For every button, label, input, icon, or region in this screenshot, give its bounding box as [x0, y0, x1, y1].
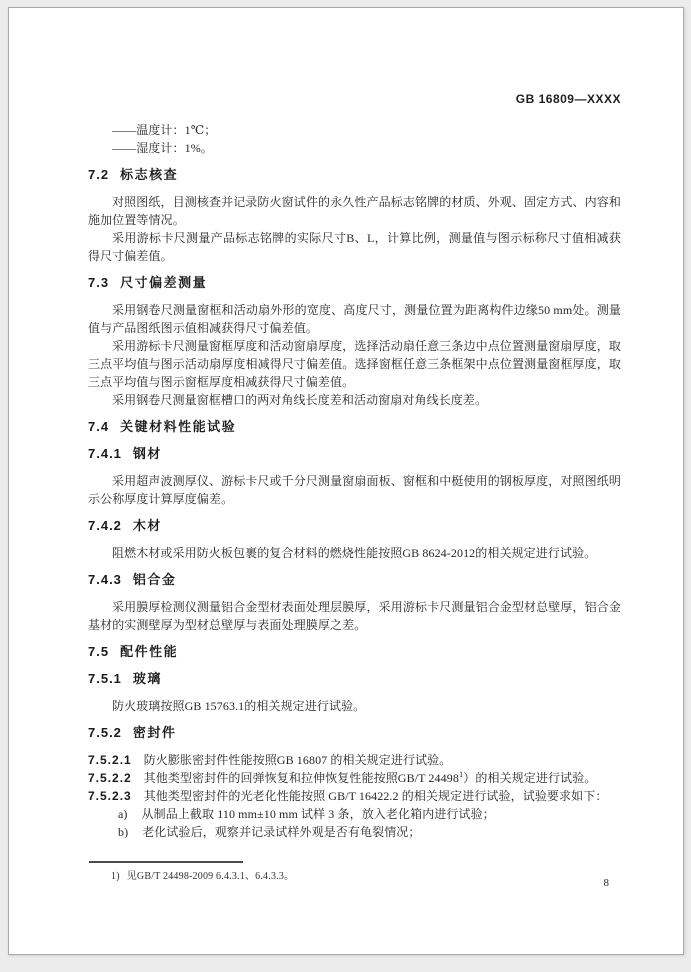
clause-7-5-2-2	[88, 769, 621, 787]
clause-number: 7.5.2.3	[88, 789, 132, 803]
section-title: 标志核查	[120, 167, 179, 182]
list-item-text: 老化试验后，观察并记录试样外观是否有龟裂情况；	[142, 825, 421, 839]
section-number: 7.5	[88, 644, 110, 659]
paragraph: 采用超声波测厚仪、游标卡尺或千分尺测量窗扇面板、窗框和中梃使用的钢板厚度，对照图纸明示公称厚度计算厚度偏差。	[88, 474, 621, 506]
clause-7-5-2-3	[88, 787, 621, 805]
paragraph: 采用游标卡尺测量产品标志铭牌的实际尺寸B、L，计算比例，测量值与图示标称尺寸值相减获得尺寸偏差值。	[88, 231, 621, 263]
section-number: 7.4	[88, 419, 110, 434]
paragraph: 防火玻璃按照GB 15763.1的相关规定进行试验。	[112, 699, 366, 713]
section-title: 关键材料性能试验	[120, 419, 237, 434]
subsection-title: 钢材	[132, 446, 162, 461]
section-heading-7-4	[88, 418, 621, 436]
subsection-heading-7-4-2	[88, 517, 621, 535]
clause-number: 7.5.2.1	[88, 753, 132, 767]
subsection-number: 7.4.1	[88, 446, 122, 461]
footnote-text	[111, 870, 621, 883]
subsection-heading-7-5-2	[88, 724, 621, 742]
page-content	[9, 8, 683, 841]
clause-text: 其他类型密封件的回弹恢复和拉伸恢复性能按照GB/T 24498	[143, 771, 459, 785]
paragraph: 采用钢卷尺测量窗框槽口的两对角线长度差和活动窗扇对角线长度差。	[112, 393, 488, 407]
subsection-number: 7.5.1	[88, 671, 122, 686]
subsection-title: 玻璃	[132, 671, 162, 686]
footnote-reference: 1	[458, 769, 464, 779]
subsection-title: 铝合金	[132, 572, 177, 587]
paragraph: 对照图纸，目测核查并记录防火窗试件的永久性产品标志铭牌的材质、外观、固定方式、内容和施加位置等情况。	[88, 195, 621, 227]
list-item-a	[88, 805, 621, 823]
footnote-number: 1)	[111, 871, 120, 882]
subsection-title: 木材	[132, 518, 162, 533]
subsection-heading-7-4-1	[88, 445, 621, 463]
section-heading-7-2	[88, 166, 621, 184]
paragraph: 采用膜厚检测仪测量铝合金型材表面处理层膜厚，采用游标卡尺测量铝合金型材总壁厚，铝合金基材的实测壁厚为型材总壁厚与表面处理膜厚之差。	[88, 600, 621, 632]
subsection-heading-7-5-1	[88, 670, 621, 688]
section-number: 7.3	[88, 275, 110, 290]
section-heading-7-5	[88, 643, 621, 661]
list-item-label: a)	[118, 807, 128, 821]
paragraph: 采用游标卡尺测量窗框厚度和活动窗扇厚度，选择活动扇任意三条边中点位置测量窗扇厚度，取三点平均值与图示活动扇厚度相减得尺寸偏差值。选择窗框任意三条框架中点位置测量窗框厚度，取三点平均值与图示窗框厚度相减获得尺寸偏差值。	[88, 339, 621, 389]
section-title: 尺寸偏差测量	[120, 275, 208, 290]
list-item-b	[88, 823, 621, 841]
footnote-body: 见GB/T 24498-2009 6.4.3.1、6.4.3.3。	[126, 871, 295, 882]
paragraph: 采用钢卷尺测量窗框和活动扇外形的宽度、高度尺寸，测量位置为距离构件边缘50 mm处。测量值与产品图纸图示值相减获得尺寸偏差值。	[88, 303, 621, 335]
page-number: 8	[603, 877, 609, 889]
dash-item-hygrometer: ——湿度计：1%。	[112, 141, 213, 155]
footnote-divider	[89, 861, 243, 863]
section-number: 7.2	[88, 167, 110, 182]
clause-number: 7.5.2.2	[88, 771, 132, 785]
section-heading-7-3	[88, 274, 621, 292]
clause-text-after: ）的相关规定进行试验。	[463, 771, 597, 785]
subsection-heading-7-4-3	[88, 571, 621, 589]
running-header: GB 16809—XXXX	[515, 92, 621, 106]
list-item-label: b)	[118, 825, 129, 839]
footnote-area	[89, 861, 621, 883]
section-title: 配件性能	[120, 644, 179, 659]
subsection-number: 7.5.2	[88, 725, 122, 740]
clause-7-5-2-1	[88, 751, 621, 769]
clause-text: 防火膨胀密封件性能按照GB 16807 的相关规定进行试验。	[143, 753, 452, 767]
document-page	[8, 7, 684, 955]
subsection-title: 密封件	[132, 725, 177, 740]
subsection-number: 7.4.2	[88, 518, 122, 533]
paragraph: 阻燃木材或采用防火板包裹的复合材料的燃烧性能按照GB 8624-2012的相关规定进行试验。	[112, 546, 597, 560]
clause-text: 其他类型密封件的光老化性能按照 GB/T 16422.2 的相关规定进行试验，试验要求如下：	[143, 789, 608, 803]
dash-item-thermometer: ——温度计：1℃；	[112, 123, 217, 137]
subsection-number: 7.4.3	[88, 572, 122, 587]
list-item-text: 从制品上截取 110 mm±10 mm 试样 3 条，放入老化箱内进行试验；	[141, 807, 495, 821]
